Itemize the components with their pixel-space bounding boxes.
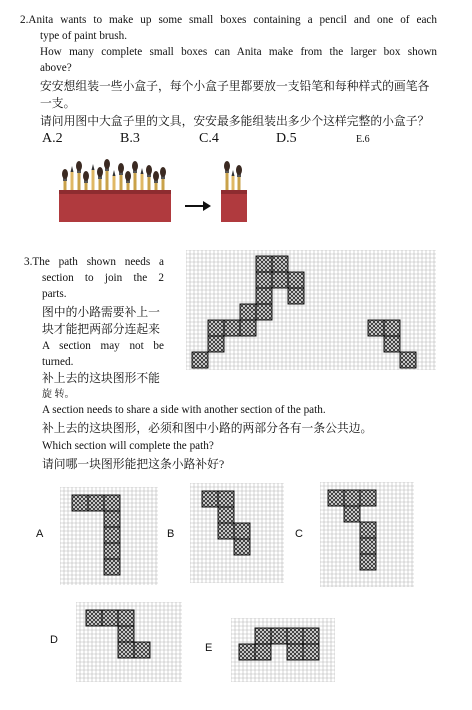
path-cell xyxy=(86,610,102,626)
path-cell xyxy=(134,642,150,658)
path-cell xyxy=(303,644,319,660)
path-cell xyxy=(104,559,120,575)
choice-d-label: D xyxy=(50,634,58,646)
q3-l1: 3.The path shown needs a xyxy=(24,256,164,268)
q3-l5: turned. xyxy=(42,356,74,368)
path-cell xyxy=(118,610,134,626)
path-cell xyxy=(218,507,234,523)
path-cell xyxy=(234,523,250,539)
q2-option-b[interactable]: B.3 xyxy=(120,131,140,146)
path-cell xyxy=(360,522,376,538)
q3-c2: 块才能把两部分连起来 xyxy=(42,322,160,336)
path-cell xyxy=(344,506,360,522)
path-cell xyxy=(234,539,250,555)
path-cell xyxy=(288,272,304,288)
choice-e-grid[interactable] xyxy=(231,618,335,682)
q2-option-e[interactable]: E.6 xyxy=(356,134,370,145)
path-cell xyxy=(384,336,400,352)
q2-option-c[interactable]: C.4 xyxy=(199,131,219,146)
choice-b-grid[interactable] xyxy=(190,483,284,583)
q2-cn1: 安安想组装一些小盒子，每个小盒子里都要放一支铅笔和每种样式的画笔各 xyxy=(40,79,430,93)
q2-line3: How many complete small boxes can Anita make from the larger box shown xyxy=(40,46,437,58)
path-cell xyxy=(256,288,272,304)
path-grid xyxy=(186,250,436,370)
path-cell xyxy=(287,628,303,644)
path-cell xyxy=(368,320,384,336)
q3-c4: 旋 转。 xyxy=(42,389,75,400)
path-cell xyxy=(328,490,344,506)
choice-c-grid[interactable] xyxy=(320,482,414,587)
path-cell xyxy=(287,644,303,660)
path-cell xyxy=(208,336,224,352)
path-cell xyxy=(360,490,376,506)
path-cell xyxy=(218,523,234,539)
q2-line4: above? xyxy=(40,62,72,74)
q2-line2: type of paint brush. xyxy=(40,30,127,42)
path-cell xyxy=(102,610,118,626)
path-cell xyxy=(384,320,400,336)
path-cell xyxy=(360,554,376,570)
path-cell xyxy=(344,490,360,506)
path-cell xyxy=(239,644,255,660)
q3-c1: 图中的小路需要补上一 xyxy=(42,305,160,319)
path-cell xyxy=(400,352,416,368)
path-cell xyxy=(72,495,88,511)
small-box xyxy=(221,190,247,222)
choice-d-grid[interactable] xyxy=(76,602,182,682)
path-cell xyxy=(272,272,288,288)
q3-l2: section to join the 2 xyxy=(42,272,164,284)
path-cell xyxy=(118,642,134,658)
path-cell xyxy=(218,491,234,507)
q2-option-a[interactable]: A.2 xyxy=(42,131,63,146)
path-cell xyxy=(255,628,271,644)
path-cell xyxy=(88,495,104,511)
q3-l7: Which section will complete the path? xyxy=(42,440,214,452)
q3-l6: A section needs to share a side with another section of the path. xyxy=(42,404,326,416)
path-cell xyxy=(240,304,256,320)
path-cell xyxy=(256,304,272,320)
path-cell xyxy=(104,495,120,511)
q3-l4: A section may not be xyxy=(42,340,164,352)
q3-l3: parts. xyxy=(42,288,67,300)
path-cell xyxy=(192,352,208,368)
q3-c3: 补上去的这块图形不能 xyxy=(42,371,160,385)
choice-c-label: C xyxy=(295,528,303,540)
path-cell xyxy=(271,628,287,644)
path-cell xyxy=(104,543,120,559)
q2-cn2: 一支。 xyxy=(40,96,76,110)
path-cell xyxy=(118,626,134,642)
path-cell xyxy=(104,527,120,543)
path-cell xyxy=(208,320,224,336)
brush-box-illustration xyxy=(55,148,265,226)
choice-b-label: B xyxy=(167,528,175,540)
q2-cn3: 请问用图中大盒子里的文具，安安最多能组装出多少个这样完整的小盒子？ xyxy=(40,114,430,128)
path-cell xyxy=(288,288,304,304)
path-cell xyxy=(272,256,288,272)
q3-c5: 补上去的这块图形，必须和图中小路的两部分各有一条公共边。 xyxy=(42,421,373,435)
path-cell xyxy=(240,320,256,336)
path-cell xyxy=(256,256,272,272)
arrow-icon xyxy=(185,201,211,211)
choice-e-label: E xyxy=(205,642,213,654)
q2-line1: 2.Anita wants to make up some small boxes containing a pencil and one of each xyxy=(20,14,437,26)
path-cell xyxy=(202,491,218,507)
path-cell xyxy=(224,320,240,336)
path-cell xyxy=(256,272,272,288)
path-cell xyxy=(303,628,319,644)
choice-a-grid[interactable] xyxy=(60,487,158,585)
choice-a-label: A xyxy=(36,528,44,540)
q2-option-d[interactable]: D.5 xyxy=(276,131,297,146)
path-cell xyxy=(104,511,120,527)
path-cell xyxy=(360,538,376,554)
q3-c6: 请问哪一块图形能把这条小路补好? xyxy=(42,457,225,471)
path-cell xyxy=(255,644,271,660)
big-box xyxy=(59,190,171,222)
